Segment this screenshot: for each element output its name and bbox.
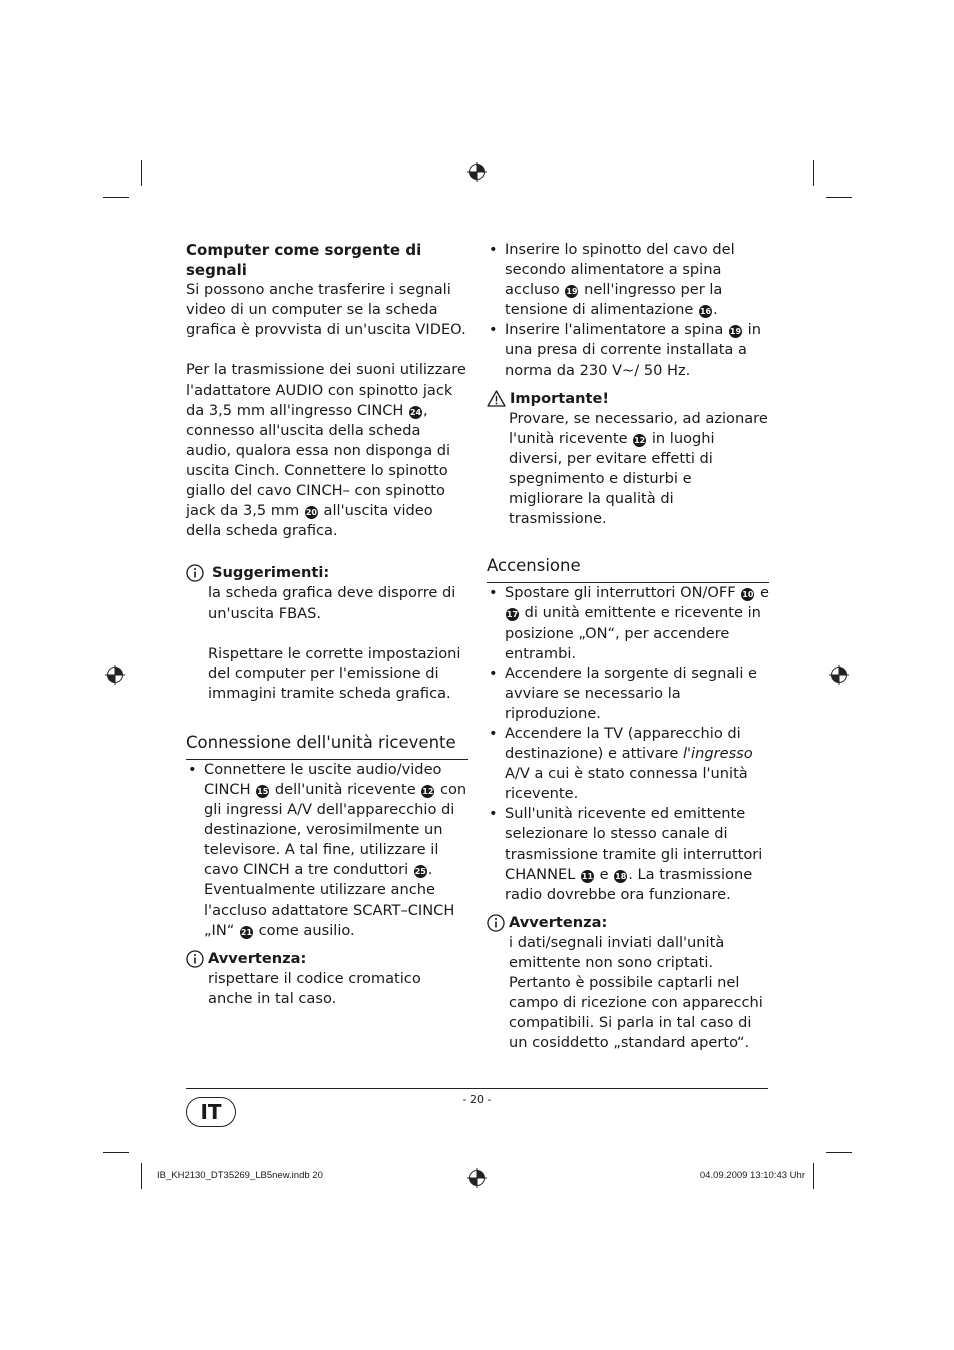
paragraph: Per la trasmissione dei suoni utilizzare l'adattatore AUDIO con spinotto jack da 3,5 mm all'ingresso CINCH 24 , connesso all'uscita della scheda audio, qualora essa non disponga di uscita Cinch. Connettere lo spinotto giallo del cavo CINCH– con spinotto jack da 3,5 mm 20 all'uscita video della scheda grafica. [186, 361, 466, 540]
registration-mark-icon [467, 1168, 487, 1188]
reference-number: 19 [729, 327, 742, 337]
slug-filename: IB_KH2130_DT35269_LB5new.indb 20 [157, 1170, 323, 1181]
crop-mark [141, 1163, 142, 1189]
section-title-power-on: Accensione [487, 555, 769, 583]
bullet-list [487, 583, 769, 905]
reference-number: 25 [414, 867, 426, 877]
list-item: • Accendere la TV (apparecchio di destinazione) e attivare l'ingresso A/V a cui è stato connessa l'unità ricevente. [487, 724, 769, 804]
reference-number: 11 [581, 871, 594, 881]
reference-number: 18 [615, 871, 627, 881]
reference-number: 15 [257, 786, 269, 796]
paragraph: i dati/segnali inviati dall'unità emittente non sono criptati. Pertanto è possibile captarli nel campo di ricezione con apparecchi compatibili. Si parla in tal caso di un cosiddetto „standard aperto“. [509, 933, 763, 1052]
paragraph: Si possono anche trasferire i segnali video di un computer se la scheda grafica è provvista di un'uscita VIDEO. [186, 281, 466, 339]
warning-heading: Avvertenza: [186, 949, 468, 969]
info-icon [487, 914, 505, 932]
bullet-list [186, 760, 468, 941]
list-item: • Accendere la sorgente di segnali e avviare se necessario la riproduzione. [487, 664, 769, 724]
tip-heading: Suggerimenti: [186, 563, 468, 583]
crop-mark [826, 197, 852, 198]
warning-body [186, 969, 468, 1009]
registration-mark-icon [829, 665, 849, 685]
reference-number: 17 [506, 610, 519, 620]
reference-number: 19 [566, 287, 578, 297]
crop-mark [103, 1152, 129, 1153]
reference-number: 12 [422, 786, 434, 796]
crop-mark [141, 160, 142, 186]
list-item: • Sull'unità ricevente ed emittente selezionare lo stesso canale di trasmissione tramite gli interruttori CHANNEL 11 e 18 . La trasmissione radio dovrebbe ora funzionare. [487, 804, 769, 904]
paragraph: Provare, se necessario, ad azionare l'unità ricevente 12 in luoghi diversi, per evitare effetti di spegnimento e disturbi e migliorare la qualità di trasmissione. [509, 409, 768, 528]
registration-mark-icon [467, 162, 487, 182]
reference-number: 12 [634, 435, 646, 445]
slug-timestamp: 04.09.2009 13:10:43 Uhr [699, 1170, 805, 1181]
tip-body [186, 583, 468, 703]
info-icon [186, 564, 204, 582]
warning-triangle-icon [487, 390, 506, 407]
crop-mark [826, 1152, 852, 1153]
crop-mark [103, 197, 129, 198]
important-heading: Importante! [487, 389, 769, 409]
reference-number: 16 [699, 307, 712, 317]
registration-mark-icon [105, 665, 125, 685]
paragraph: Rispettare le corrette impostazioni del computer per l'emissione di immagini tramite scheda grafica. [208, 644, 461, 702]
right-column [487, 240, 769, 1053]
reference-number: 10 [742, 590, 754, 600]
paragraph: la scheda grafica deve disporre di un'uscita FBAS. [208, 584, 456, 622]
crop-mark [813, 160, 814, 186]
list-item: • Inserire lo spinotto del cavo del secondo alimentatore a spina accluso 19 nell'ingresso per la tensione di alimentazione 16 . [487, 240, 769, 320]
section-title-computer: Computer come sorgente di segnali [186, 241, 422, 280]
section-title-receiver: Connessione dell'unità ricevente [186, 732, 468, 760]
page-number: - 20 - [462, 1093, 492, 1106]
reference-number: 20 [305, 508, 317, 518]
bullet-list [487, 240, 769, 381]
warning-body [487, 933, 769, 1054]
left-column [186, 240, 468, 1009]
reference-number: 21 [240, 927, 253, 937]
list-item: • Connettere le uscite audio/video CINCH 15 dell'unità ricevente 12 con gli ingressi A/V dell'apparecchio di destinazione, verosimilmente un televisore. A tal fine, utilizzare il cavo CINCH a tre conduttori 25 . Eventualmente utilizzare anche l'accluso adattatore SCART–CINCH „IN“ 21 come ausilio. [186, 760, 468, 941]
info-icon [186, 950, 204, 968]
crop-mark [813, 1163, 814, 1189]
reference-number: 24 [409, 407, 422, 417]
footer-rule [186, 1088, 768, 1089]
list-item: • Spostare gli interruttori ON/OFF 10 e 17 di unità emittente e ricevente in posizione „ON“, per accendere entrambi. [487, 583, 769, 663]
paragraph: rispettare il codice cromatico anche in tal caso. [208, 969, 421, 1007]
list-item: • Inserire l'alimentatore a spina 19 in una presa di corrente installata a norma da 230 V~/ 50 Hz. [487, 320, 769, 380]
warning-heading: Avvertenza: [487, 913, 769, 933]
language-badge: IT [186, 1097, 236, 1127]
important-body [487, 409, 769, 530]
